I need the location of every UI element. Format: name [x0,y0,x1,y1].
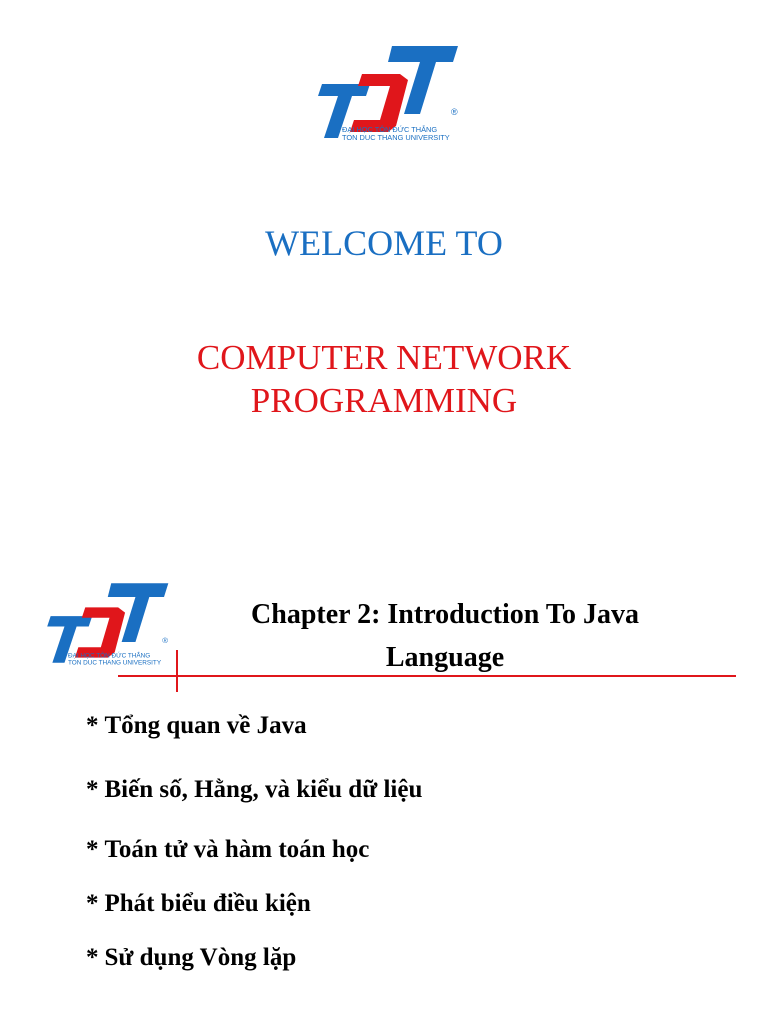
logo-name-en-small: TON DUC THANG UNIVERSITY [67,659,162,667]
bullet: * [86,890,99,917]
course-title [0,336,768,422]
logo-name-vi: ĐẠI HỌC TÔN ĐỨC THẮNG [342,125,438,134]
tdt-logo-icon-small [28,578,178,668]
bullet: * [86,944,99,971]
topic-text: Tổng quan về Java [104,712,307,739]
chapter-logo [28,578,178,668]
bullet: * [86,836,99,863]
chapter-title-line2: Language [385,642,505,673]
registered-mark-small: ® [162,635,169,645]
header-divider [118,675,736,677]
logo-name-en: TON DUC THANG UNIVERSITY [342,133,450,142]
registered-mark: ® [451,107,458,117]
list-item [86,944,296,972]
bullet: * [86,712,99,739]
chapter-title [190,593,700,679]
tdt-logo-icon [300,40,465,144]
chapter-title-line1: Chapter 2: Introduction To Java [251,599,639,630]
list-item [86,890,311,918]
header-divider-tick [176,650,178,692]
topic-text: Toán tử và hàm toán học [104,836,370,863]
logo-name-vi-small: ĐẠI HỌC TÔN ĐỨC THẮNG [67,652,151,660]
university-logo [300,40,465,144]
topic-text: Phát biểu điều kiện [104,890,311,917]
list-item [86,712,307,740]
course-title-line2: PROGRAMMING [250,381,518,420]
topic-text: Biến số, Hằng, và kiểu dữ liệu [104,776,423,803]
topic-text: Sử dụng Vòng lặp [104,944,297,971]
bullet: * [86,776,99,803]
welcome-heading: WELCOME TO [265,223,503,263]
list-item [86,836,369,864]
list-item [86,776,422,804]
course-title-line1: COMPUTER NETWORK [196,338,572,377]
